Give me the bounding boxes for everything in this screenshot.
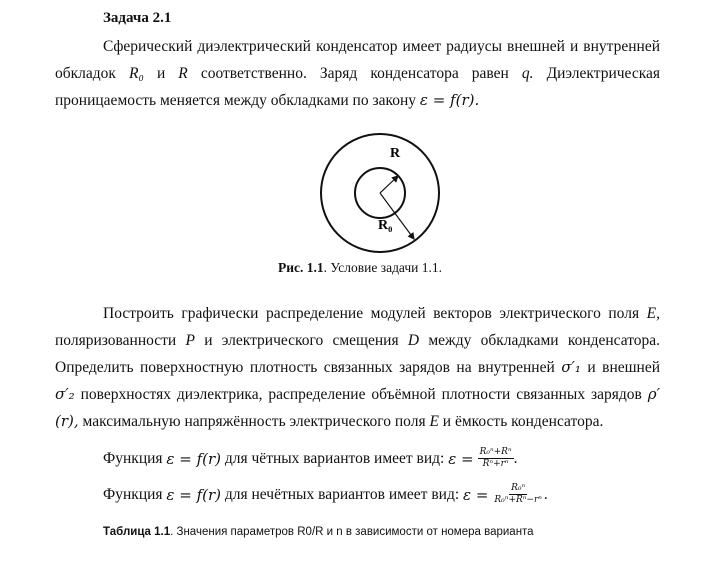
field-e-symbol: E, [646, 305, 660, 322]
charge-symbol: q. [521, 65, 534, 82]
even-function-eq: ε = f(r) [166, 449, 222, 468]
odd-prefix: Функция [103, 485, 163, 503]
figure-caption-number: Рис. 1.1 [277, 260, 324, 275]
statement-text: Сферический диэлектрический конденсатор имеет радиусы внешней и внутренней обкладок [55, 38, 660, 82]
instructions-text: Построить графически распределение модулей векторов электрического поля [103, 305, 640, 322]
figure-caption-text: . Условие задачи 1.1. [323, 260, 443, 275]
field-e-symbol-2: E [429, 413, 439, 430]
instructions-text-6: поверхностях диэлектрика, распределение объёмной плотности связанных зарядов [80, 386, 642, 403]
table-caption-number: Таблица 1.1 [103, 526, 171, 538]
even-denominator: Rⁿ+rⁿ [482, 459, 509, 469]
even-numerator: R₀ⁿ+Rⁿ [479, 447, 512, 457]
charge-text: соответственно. Заряд конденсатора равен [200, 65, 509, 82]
table-caption-text: . Значения параметров R0/R и n в зависимости от номера варианта [170, 526, 534, 538]
even-variant-formula [103, 447, 517, 470]
permittivity-law: ε = f(r). [419, 91, 480, 109]
odd-epsilon: ε = [463, 485, 489, 504]
instructions-text-8: и ёмкость конденсатора. [442, 413, 604, 430]
odd-period: . [543, 485, 548, 503]
displacement-symbol: D [407, 332, 420, 349]
inner-radius-symbol: R₀ [129, 65, 144, 82]
even-period: . [513, 449, 518, 467]
capacitor-figure [318, 131, 443, 256]
polarization-symbol: P [185, 332, 195, 349]
instructions-text-3: и электрического смещения [204, 332, 399, 349]
sigma1-symbol: σ′₁ [561, 358, 581, 376]
radius-arrow-r [380, 176, 398, 193]
sigma2-symbol: σ′₂ [55, 385, 75, 403]
odd-numerator: R₀ⁿ [511, 483, 526, 493]
odd-fraction [492, 483, 544, 506]
even-epsilon: ε = [448, 449, 474, 468]
instructions-text-4: между обкладками конденсатора. Определить поверхностную плотность связанных зарядов на внутренней [55, 332, 661, 376]
figure-caption [0, 260, 720, 276]
odd-function-eq: ε = f(r) [166, 485, 222, 504]
permittivity-text: Диэлектрическая проницаемость меняется между обкладками по закону [55, 65, 660, 109]
conjunction: и [156, 65, 166, 82]
odd-variant-formula [103, 483, 548, 506]
even-description: для чётных вариантов имеет вид: [224, 449, 445, 467]
table-caption [103, 526, 534, 538]
odd-denominator: R₀ⁿ+Rⁿ−rⁿ [494, 495, 542, 505]
instructions-text-7: максимальную напряжённость электрического поля [82, 413, 426, 430]
problem-statement [55, 33, 660, 114]
even-fraction [478, 447, 514, 470]
label-r: R [390, 146, 401, 161]
task-instructions [55, 300, 660, 435]
odd-description: для нечётных вариантов имеет вид: [224, 485, 460, 503]
rho-symbol: ρ′(r), [55, 385, 661, 430]
instructions-text-5: и внешней [587, 359, 661, 376]
capacitor-diagram [318, 131, 443, 256]
task-heading: Задача 2.1 [103, 10, 172, 26]
label-r0: R₀ [378, 218, 393, 233]
outer-radius-symbol: R [178, 65, 188, 82]
instructions-text-2: поляризованности [55, 332, 177, 349]
even-prefix: Функция [103, 449, 163, 467]
